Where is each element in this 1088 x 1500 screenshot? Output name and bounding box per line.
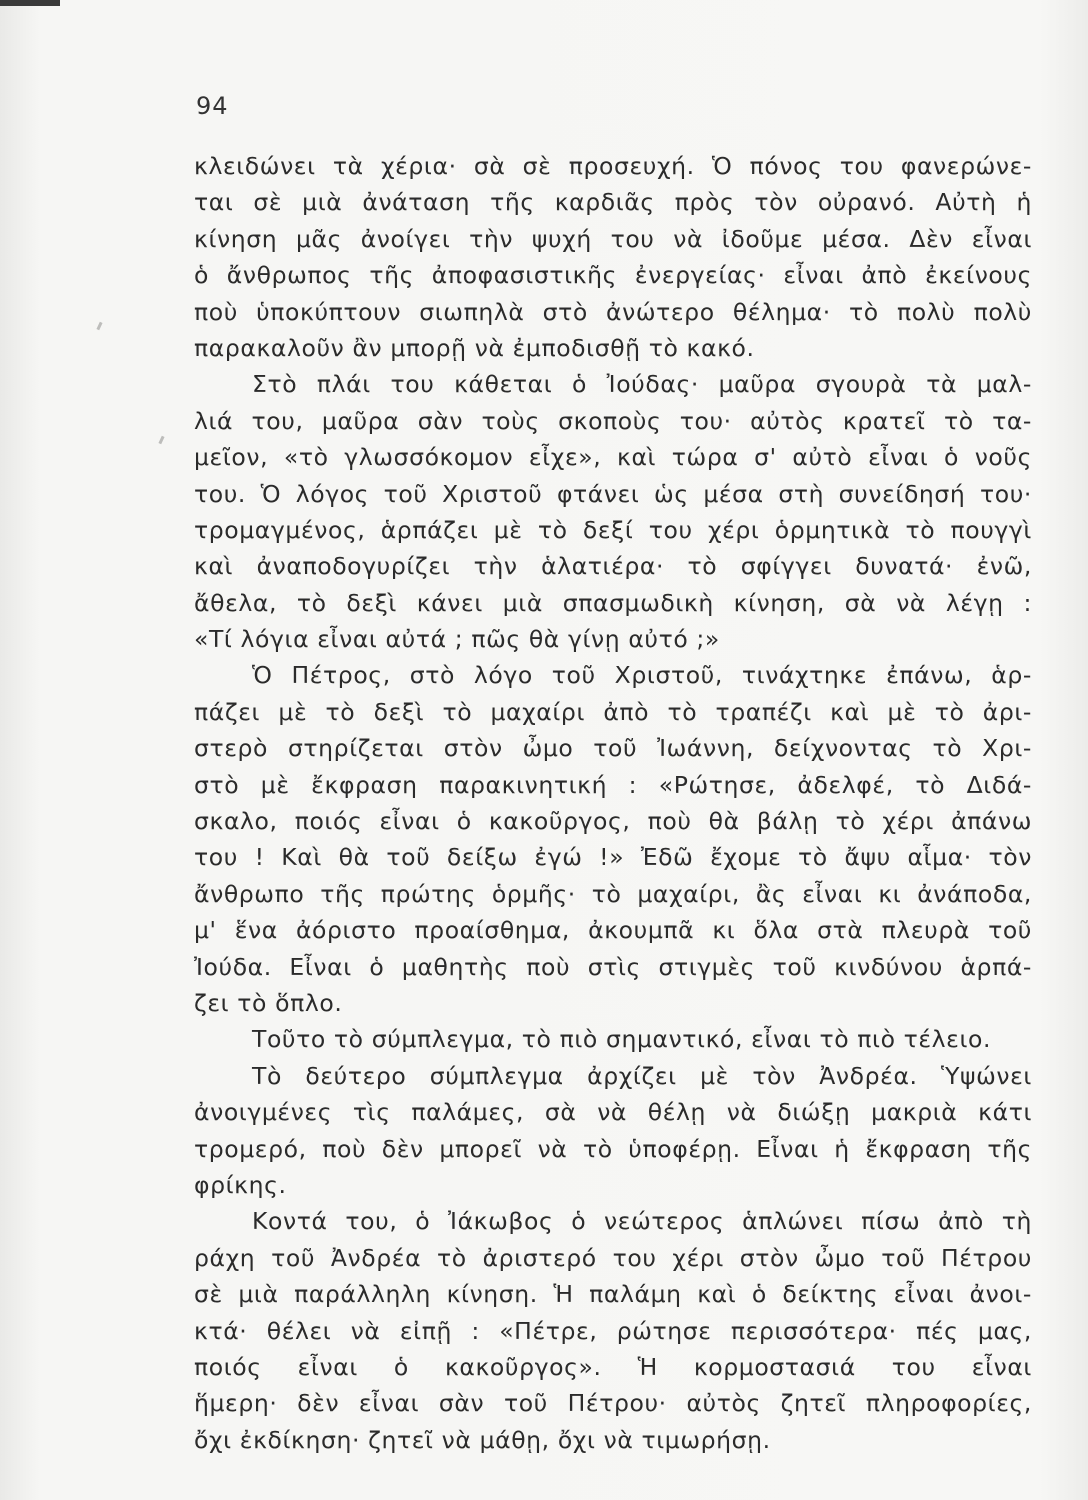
text-line: ὄχι ἐκδίκηση· ζητεῖ νὰ μάθῃ, ὄχι νὰ τιμωρήσῃ.	[194, 1425, 771, 1454]
text-line: τρομερό, ποὺ δὲν μπορεῖ νὰ τὸ ὑποφέρῃ. Εἶναι ἡ ἔκφραση τῆς	[194, 1134, 1032, 1163]
text-line: ποὺ ὑποκύπτουν σιωπηλὰ στὸ ἀνώτερο θέλημα· τὸ πολὺ πολὺ	[194, 297, 1032, 326]
text-line: Τὸ δεύτερο σύμπλεγμα ἀρχίζει μὲ τὸν Ἀνδρέα. Ὑψώνει	[252, 1061, 1032, 1090]
text-line: κλειδώνει τὰ χέρια· σὰ σὲ προσευχή. Ὁ πόνος του φανερώνε-	[194, 152, 1032, 180]
text-line: παρακαλοῦν ἂν μπορῇ νὰ ἐμποδισθῇ τὸ κακό.	[194, 333, 755, 362]
text-line: ἄθελα, τὸ δεξὶ κάνει μιὰ σπασμωδικὴ κίνηση, σὰ νὰ λέγῃ :	[194, 588, 1032, 617]
text-line: καὶ ἀναποδογυρίζει τὴν ἁλατιέρα· τὸ σφίγγει δυνατά· ἐνῶ,	[194, 552, 1032, 581]
text-line: ζει τὸ ὅπλο.	[194, 988, 343, 1017]
text-line: ὁ ἄνθρωπος τῆς ἀποφασιστικῆς ἐνεργείας· εἶναι ἀπὸ ἐκείνους	[194, 261, 1032, 290]
text-line: σὲ μιὰ παράλληλη κίνηση. Ἡ παλάμη καὶ ὁ δείκτης εἶναι ἀνοι-	[194, 1280, 1032, 1309]
text-line: λιά του, μαῦρα σὰν τοὺς σκοποὺς του· αὐτὸς κρατεῖ τὸ τα-	[194, 406, 1032, 435]
text-line: κίνηση μᾶς ἀνοίγει τὴν ψυχή του νὰ ἰδοῦμε μέσα. Δὲν εἶναι	[194, 224, 1032, 253]
text-line: τρομαγμένος, ἁρπάζει μὲ τὸ δεξί του χέρι ὁρμητικὰ τὸ πουγγὶ	[194, 515, 1032, 544]
text-line: ἀνοιγμένες τὶς παλάμες, σὰ νὰ θέλῃ νὰ διώξῃ μακριὰ κάτι	[194, 1098, 1032, 1127]
text-line: φρίκης.	[194, 1170, 287, 1199]
margin-mark	[158, 436, 164, 445]
text-line: σκαλο, ποιός εἶναι ὁ κακοῦργος, ποὺ θὰ βάλῃ τὸ χέρι ἀπάνω	[194, 807, 1032, 836]
text-line: ράχη τοῦ Ἀνδρέα τὸ ἀριστερό του χέρι στὸν ὦμο τοῦ Πέτρου	[194, 1243, 1032, 1272]
body-text	[194, 148, 1032, 1458]
text-line: του. Ὁ λόγος τοῦ Χριστοῦ φτάνει ὡς μέσα στὴ συνείδησή του·	[194, 479, 1032, 508]
text-line: Ἰούδα. Εἶναι ὁ μαθητὴς ποὺ στὶς στιγμὲς τοῦ κινδύνου ἁρπά-	[194, 952, 1032, 981]
text-line: μεῖον, «τὸ γλωσσόκομον εἶχε», καὶ τώρα σ' αὐτὸ εἶναι ὁ νοῦς	[194, 443, 1032, 472]
text-line: ποιός εἶναι ὁ κακοῦργος». Ἡ κορμοστασιά του εἶναι	[194, 1352, 1032, 1381]
margin-mark	[96, 322, 102, 331]
page-number: 94	[196, 92, 229, 120]
text-line: ἄνθρωπο τῆς πρώτης ὁρμῆς· τὸ μαχαίρι, ἂς εἶναι κι ἀνάποδα,	[194, 879, 1032, 908]
text-line: Ὁ Πέτρος, στὸ λόγο τοῦ Χριστοῦ, τινάχτηκε ἐπάνω, ἁρ-	[252, 661, 1032, 690]
text-line: στὸ μὲ ἔκφραση παρακινητική : «Ρώτησε, ἀδελφέ, τὸ Διδά-	[194, 770, 1032, 799]
text-line: του ! Καὶ θὰ τοῦ δείξω ἐγώ !» Ἐδῶ ἔχομε τὸ ἄψυ αἷμα· τὸν	[194, 843, 1032, 872]
text-line: Στὸ πλάι του κάθεται ὁ Ἰούδας· μαῦρα σγουρὰ τὰ μαλ-	[252, 370, 1032, 399]
text-line: πάζει μὲ τὸ δεξὶ τὸ μαχαίρι ἀπὸ τὸ τραπέζι καὶ μὲ τὸ ἀρι-	[194, 697, 1032, 726]
scan-edge	[0, 0, 60, 6]
text-line: Τοῦτο τὸ σύμπλεγμα, τὸ πιὸ σημαντικό, εἶναι τὸ πιὸ τέλειο.	[252, 1025, 992, 1054]
text-line: «Τί λόγια εἶναι αὐτά ; πῶς θὰ γίνῃ αὐτό ;»	[194, 625, 720, 654]
text-line: ἥμερη· δὲν εἶναι σὰν τοῦ Πέτρου· αὐτὸς ζητεῖ πληροφορίες,	[194, 1389, 1032, 1418]
text-line: στερὸ στηρίζεται στὸν ὦμο τοῦ Ἰωάννη, δείχνοντας τὸ Χρι-	[194, 734, 1032, 763]
text-line: μ' ἕνα ἀόριστο προαίσθημα, ἀκουμπᾶ κι ὅλα στὰ πλευρὰ τοῦ	[194, 916, 1032, 945]
text-line: κτά· θέλει νὰ εἰπῇ : «Πέτρε, ρώτησε περισσότερα· πές μας,	[194, 1316, 1032, 1345]
text-line: ται σὲ μιὰ ἀνάταση τῆς καρδιᾶς πρὸς τὸν οὐρανό. Αὐτὴ ἡ	[194, 188, 1032, 217]
text-line: Κοντά του, ὁ Ἰάκωβος ὁ νεώτερος ἁπλώνει πίσω ἀπὸ τὴ	[252, 1207, 1032, 1236]
